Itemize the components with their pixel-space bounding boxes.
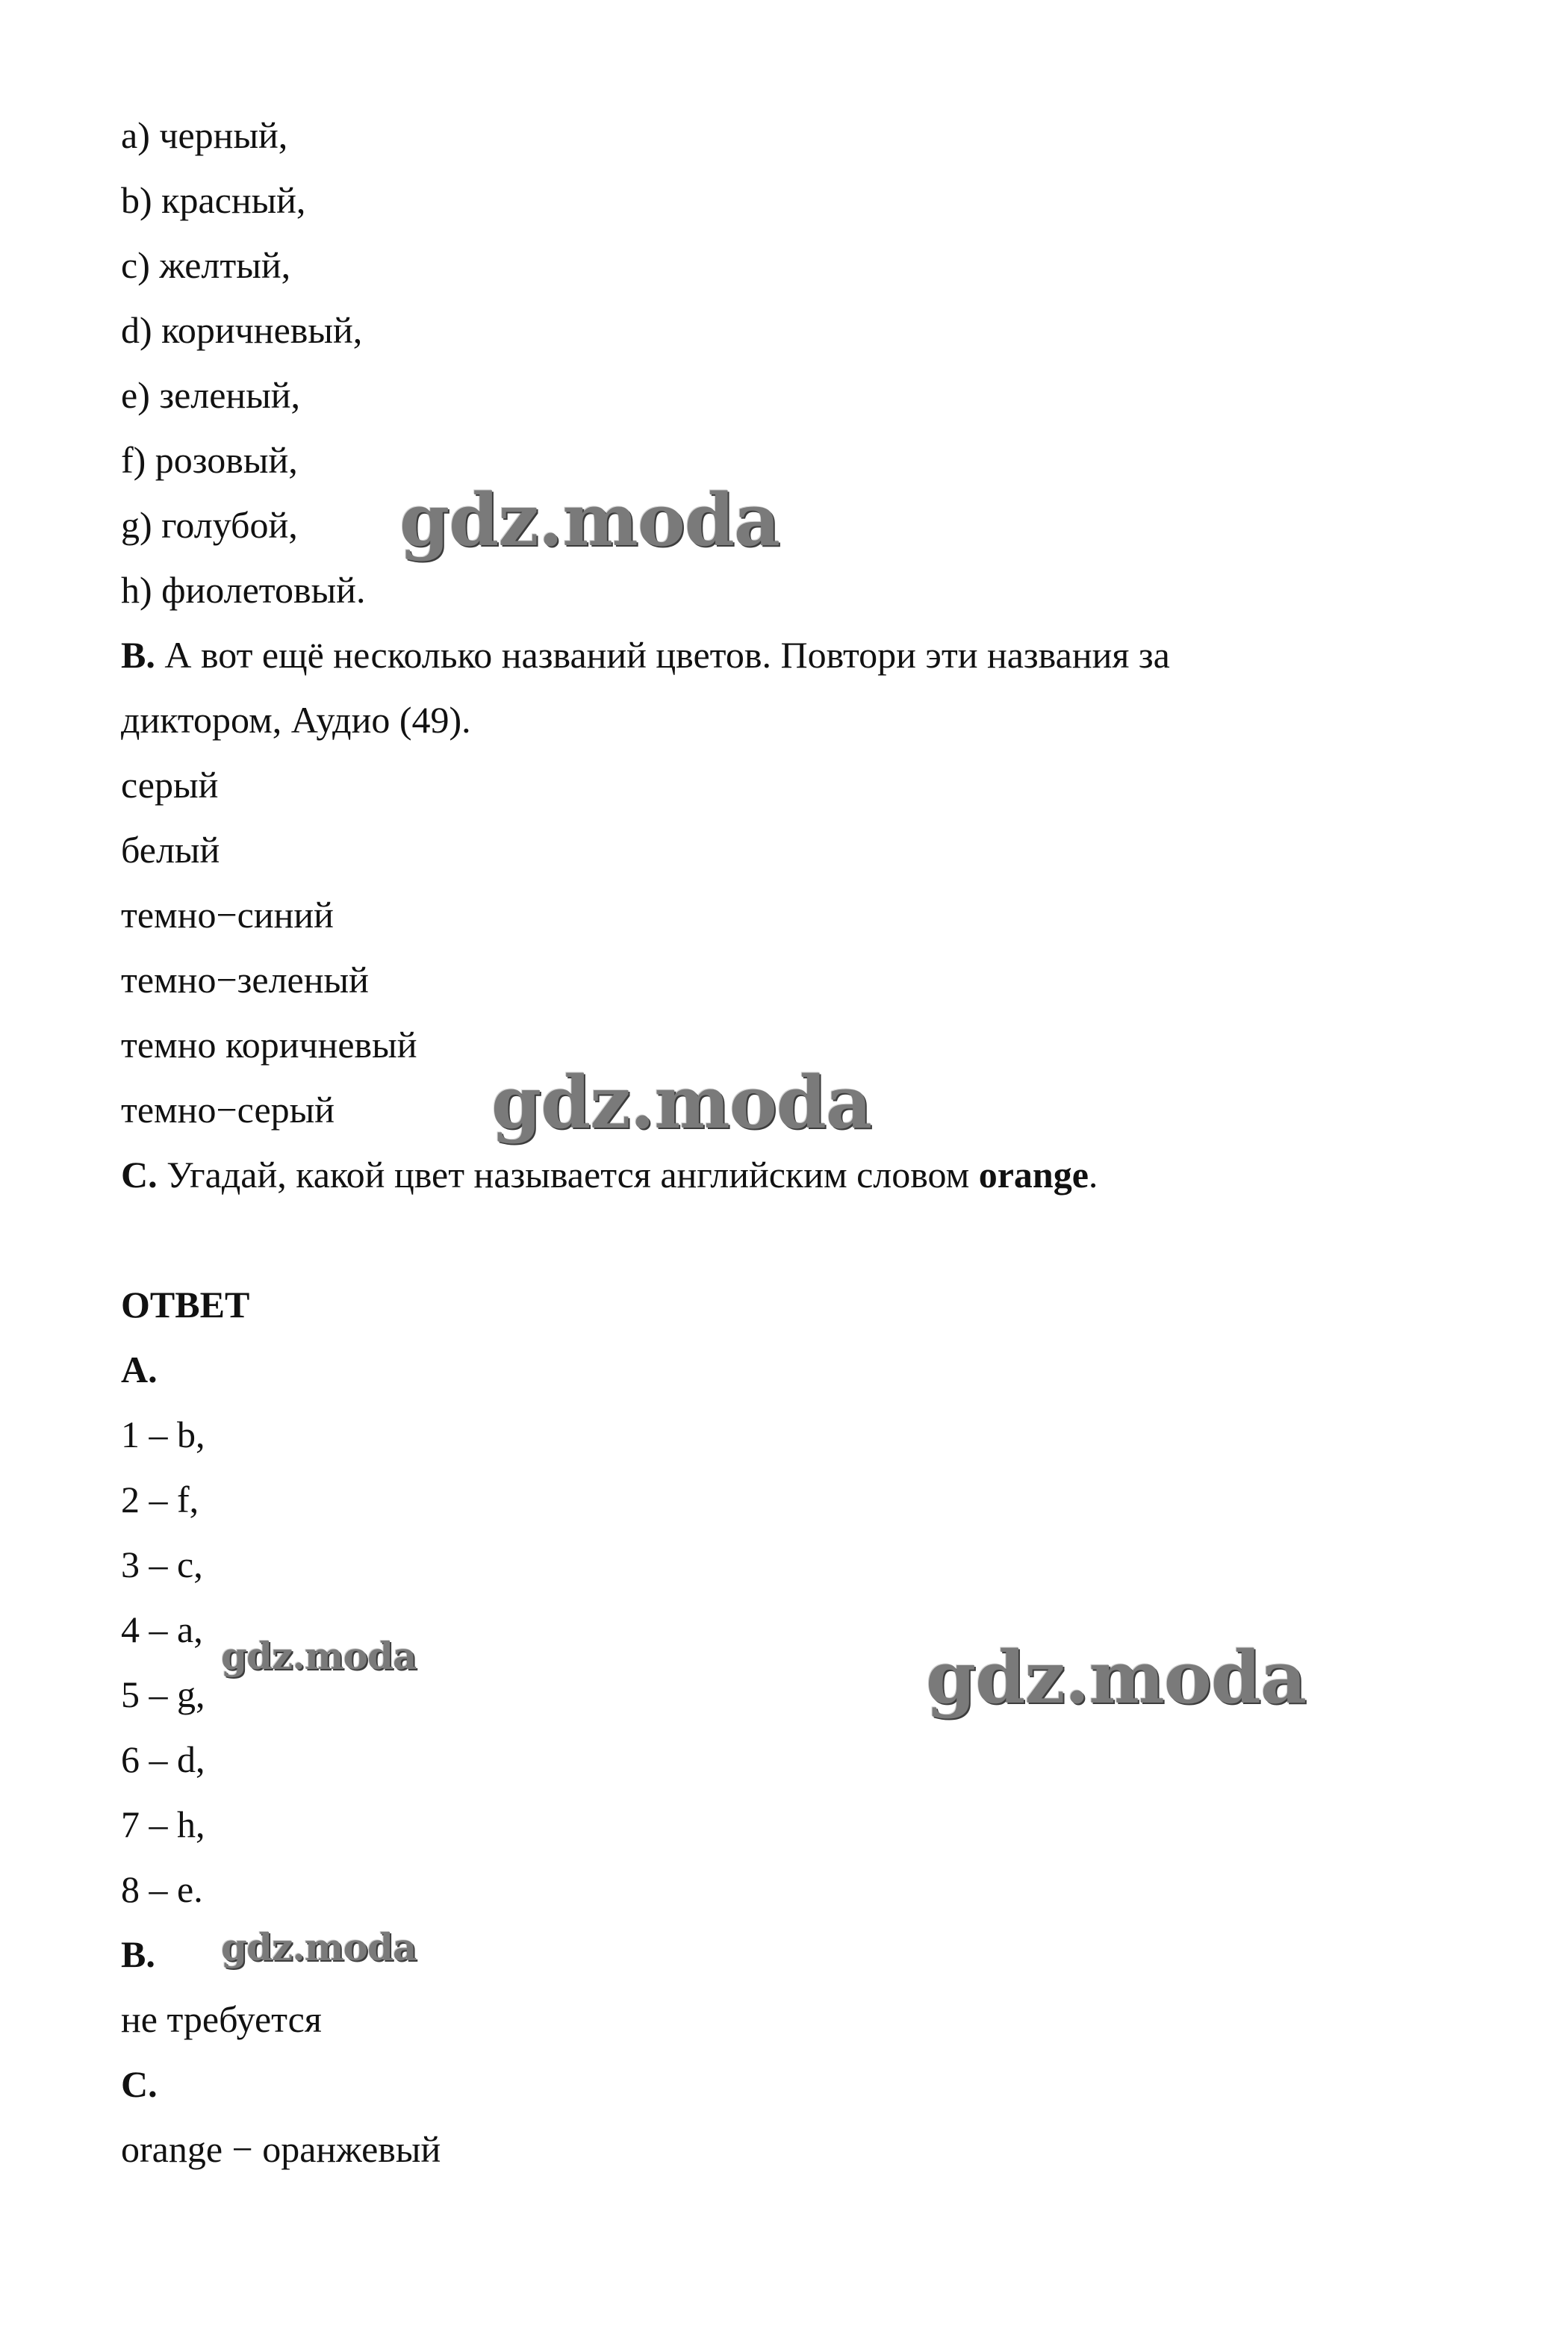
section-b-line (121, 623, 1450, 688)
list-item: f) розовый, (121, 439, 298, 481)
answer-item: 4 – a, (121, 1608, 203, 1650)
section-c-label: C. (121, 1154, 158, 1196)
list-item: g) голубой, (121, 504, 298, 546)
answer-item: 7 – h, (121, 1803, 205, 1845)
color-word: темно коричневый (121, 1024, 417, 1066)
color-word: темно−зеленый (121, 959, 369, 1001)
section-c-text: Угадай, какой цвет называется английским словом (157, 1154, 979, 1196)
section-b-text-continued: диктором, Аудио (49). (121, 699, 471, 741)
answer-item: 6 – d, (121, 1738, 205, 1780)
section-c-line (121, 1143, 1450, 1207)
color-word: серый (121, 764, 219, 806)
list-item: d) коричневый, (121, 309, 363, 351)
answer-item: 2 – f, (121, 1479, 199, 1520)
answer-b-text: не требуется (121, 1998, 322, 2040)
answer-c-label (121, 2052, 1450, 2117)
answer-heading (121, 1272, 1450, 1337)
list-item: a) черный, (121, 114, 288, 156)
watermark-logo: gdz.moda (221, 1634, 417, 1678)
answer-heading-text: ОТВЕТ (121, 1284, 250, 1325)
answer-a-label (121, 1337, 1450, 1402)
answer-c-text: orange − оранжевый (121, 2128, 441, 2170)
watermark-logo: gdz.moda (399, 478, 780, 562)
answer-a-label-text: A. (121, 1349, 158, 1390)
spacer (121, 1207, 1450, 1272)
answer-b-label-text: B. (121, 1933, 155, 1975)
answer-item: 1 – b, (121, 1414, 205, 1455)
watermark-logo: gdz.moda (221, 1925, 417, 1969)
section-b-text: А вот ещё несколько названий цветов. Повтори эти названия за (155, 634, 1170, 676)
answer-item: 8 – e. (121, 1868, 203, 1910)
answer-c-label-text: C. (121, 2063, 158, 2105)
watermark-logo: gdz.moda (491, 1060, 872, 1145)
list-item: c) желтый, (121, 244, 291, 286)
answer-item: 5 – g, (121, 1673, 205, 1715)
list-item: e) зеленый, (121, 374, 301, 416)
watermark-logo: gdz.moda (926, 1635, 1307, 1720)
color-word: темно−синий (121, 894, 334, 936)
list-item: b) красный, (121, 179, 306, 221)
color-word: белый (121, 829, 220, 871)
answer-item: 3 – c, (121, 1544, 203, 1585)
color-word: темно−серый (121, 1089, 335, 1131)
list-item: h) фиолетовый. (121, 569, 366, 611)
section-c-keyword: orange (978, 1154, 1089, 1196)
section-c-punct: . (1088, 1154, 1098, 1196)
section-b-label: B. (121, 634, 155, 676)
